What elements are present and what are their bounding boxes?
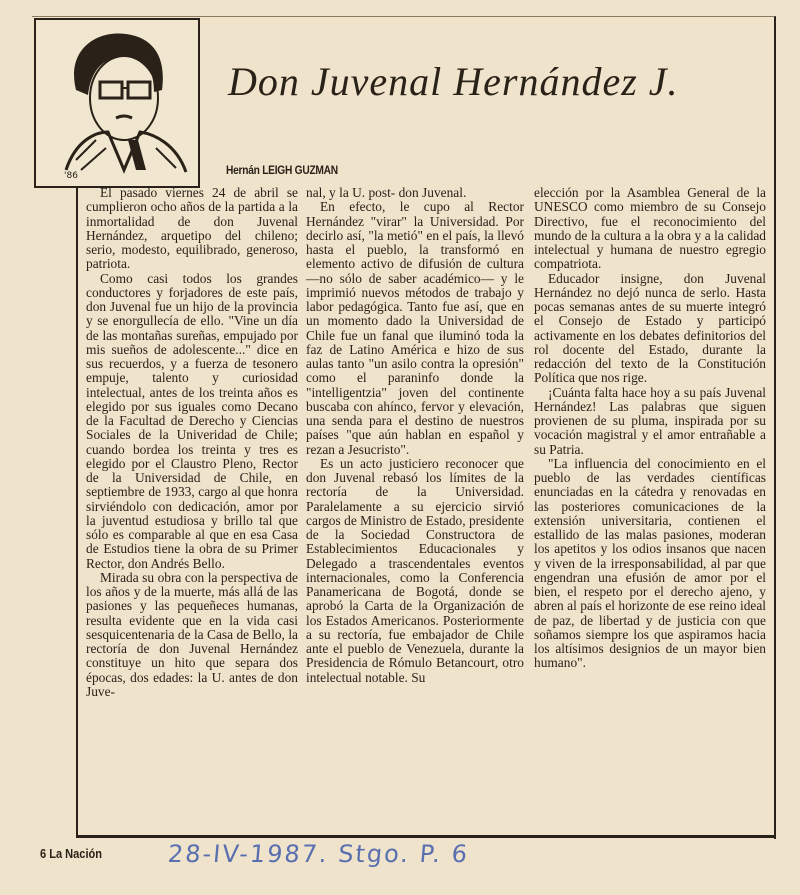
paragraph: "La influencia del conocimiento en el pueblo de las verdades científicas enunciadas en la cátedra y renovadas en las posteriores comunicaciones de la extensión universitaria, contienen el estallido de las malas pasiones, moderan los apetitos y los odios insanos que nacen y viven de la irresponsabilidad, al par que engendran una efusión de amor por el bien, el respeto por el derecho ajeno, y abren al país el horizonte de ese reino ideal de paz, de libertad y de justicia con que soñamos siempre los que aspiramos hacia los altísimos designios de un mayor bien humano". [534, 455, 766, 671]
author-byline: Hernán LEIGH GUZMAN [226, 163, 338, 177]
portrait-illustration [34, 18, 200, 188]
page-source-label: 6 La Nación [40, 846, 103, 861]
portrait-sketch-icon [36, 20, 198, 186]
handwritten-date-note: 28-IV-1987. Stgo. P. 6 [166, 840, 471, 868]
paragraph: elección por la Asamblea General de la UNESCO como miembro de su Consejo Directivo, fue el reconocimiento del mundo de la cultura a la obra y a la calidad intelectual y humana de nuestro egregio compatriota. [534, 185, 766, 272]
paragraph: Es un acto justiciero reconocer que don Juvenal rebasó los límites de la rectoría de la Universidad. Paralelamente a su ejercicio sirvió cargos de Ministro de Estado, presidente de la Sociedad Constructora de Establecimientos Educacionales y Delegado a trascendentales eventos internacionales, como la Conferencia Panamericana de Bogotá, donde se aprobó la Carta de la Organización de los Estados Americanos. Posteriormente a su rectoría, fue embajador de Chile ante el pueblo de Venezuela, durante la Presidencia de Rómulo Betancourt, otro intelectual notable. Su [306, 455, 524, 685]
paragraph: En efecto, le cupo al Rector Hernández "virar" la Universidad. Por decirlo así, "la metió" en el país, la llevó hasta el pueblo, la transformó en elemento activo de difusión de cultura —no sólo de saber académico— y le imprimió nuevos métodos de trabajo y labor pedagógica. Tanto fue así, que en un momento dado la Universidad de Chile fue un fanal que iluminó toda la faz de Latino América e hizo de sus aulas tanto "un asilo contra la opresión" como el paraninfo donde la "intelligentzia" joven del continente buscaba con ahínco, fervor y elevación, una senda para el destino de nuestros países "que aún hablan en español y rezan a Jesucristo". [306, 199, 524, 457]
paragraph: nal, y la U. post- don Juvenal. [306, 185, 467, 200]
article-column-2 [306, 186, 524, 685]
paragraph: El pasado viernes 24 de abril se cumplieron ocho años de la partida a la inmortalidad de don Juvenal Hernández, arquetipo del chileno; serio, modesto, equilibrado, generoso, patriota. [86, 185, 298, 272]
article-column-3 [534, 186, 766, 671]
paragraph: Como casi todos los grandes conductores y forjadores de este país, don Juvenal fue un hijo de la provincia y se enorgullecía de ello. "Vine un día de las montañas sureñas, empujado por mis sueños de adolescente..." dice en sus recuerdos, y a fuerza de tesonero empuje, talento y curiosidad intelectual, antes de los treinta años es elegido por sus iguales como Decano de la Facultad de Derecho y Ciencias Sociales de la Univeridad de Chile; cuando bordea los treinta y tres es elegido por el Claustro Pleno, Rector de la Universidad de Chile, en septiembre de 1933, cargo al que honra sirviéndolo con dedicación, amor por la juventud estudiosa y brillo tal que sólo es comparable al que en esa Casa de Estudios tiene la obra de su Primer Rector, don Andrés Bello. [86, 270, 298, 571]
paragraph: Mirada su obra con la perspectiva de los años y de la muerte, más allá de las pasiones y las pequeñeces humanas, resulta evidente que en la vida casi sesquicentenaria de la Casa de Bello, la rectoría de don Juvenal Hernández constituye un hito que separa dos épocas, dos edades: la U. antes de don Juve- [86, 569, 298, 699]
paragraph: Educador insigne, don Juvenal Hernández no dejó nunca de serlo. Hasta pocas semanas antes de su muerte integró el Consejo de Estado y participó activamente en los debates definitorios del rol docente del Estado, durante la redacción del texto de la Constitución Política que nos rige. [534, 270, 766, 386]
artist-signature: '86 [64, 171, 78, 181]
paragraph: ¡Cuánta falta hace hoy a su país Juvenal Hernández! Las palabras que siguen provienen de su pluma, inspirada por su vocación magistral y el amor entrañable a su Patria. [534, 384, 766, 457]
article-title: Don Juvenal Hernández J. [228, 59, 679, 104]
article-column-1 [86, 186, 298, 699]
